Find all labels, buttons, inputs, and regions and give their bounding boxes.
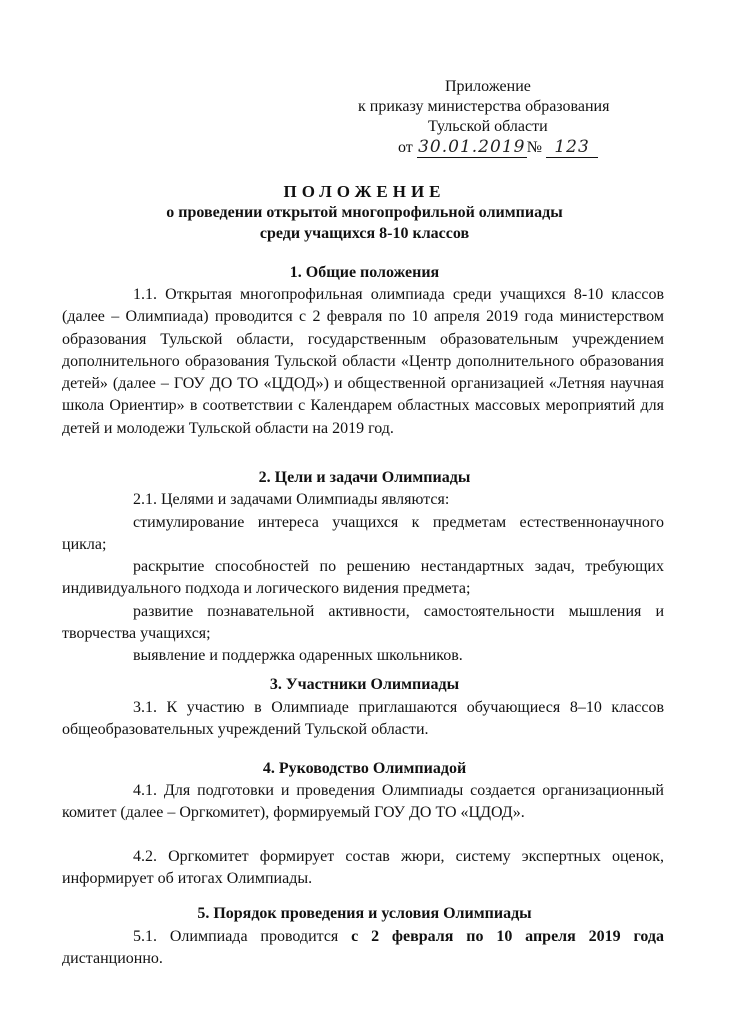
paragraph-5-1	[62, 926, 664, 971]
handwritten-date: 30.01.2019	[418, 137, 526, 157]
paragraph-5-1-dates: с 2 февраля по 10 апреля 2019 года	[351, 928, 665, 945]
paragraph-2-goal-2: раскрытие способностей по решению нестандартных задач, требующих индивидуального подхода и логического видения предмета;	[62, 558, 664, 598]
paragraph-3-1: 3.1. К участию в Олимпиаде приглашаются обучающиеся 8–10 классов общеобразовательных учреждений Тульской области.	[62, 699, 664, 739]
section-4-heading: 4. Руководство Олимпиадой	[262, 760, 467, 777]
number-field	[546, 138, 598, 158]
paragraph-5-1-start: 5.1. Олимпиада проводится	[133, 928, 352, 945]
date-prefix: от	[398, 139, 413, 156]
paragraph-2-goal-4: выявление и поддержка одаренных школьников.	[133, 647, 463, 664]
handwritten-number: 123	[554, 137, 590, 157]
paragraph-2-goal-3: развитие познавательной активности, самостоятельности мышления и творчества учащихся;	[62, 603, 664, 643]
paragraph-1-1: 1.1. Открытая многопрофильная олимпиада среди учащихся 8-10 классов (далее – Олимпиада) проводится с 2 февраля по 10 апреля 2019 года министерством образования Тульской области, государственным образовательным учреждением дополнительного образования Тульской области «Центр дополнительного образования детей» (далее – ГОУ ДО ТО «ЦДОД») и общественной организацией «Летняя научная школа Ориентир» в соответствии с Календарем областных массовых мероприятий для детей и молодежи Тульской области на 2019 год.	[62, 286, 664, 437]
appendix-label: Приложение	[445, 78, 531, 95]
document-subtitle-2: среди учащихся 8-10 классов	[259, 225, 470, 242]
paragraph-5-1-end: дистанционно.	[62, 950, 163, 968]
document-title: ПОЛОЖЕНИЕ	[283, 182, 446, 201]
document-subtitle-1: о проведении открытой многопрофильной олимпиады	[166, 204, 563, 221]
appendix-date-line	[398, 138, 598, 158]
section-3-heading: 3. Участники Олимпиады	[269, 676, 460, 693]
section-1-heading: 1. Общие положения	[289, 264, 440, 281]
paragraph-2-1: 2.1. Целями и задачами Олимпиады являются:	[133, 491, 450, 508]
appendix-order-ref: к приказу министерства образования	[358, 98, 610, 115]
appendix-region: Тульской области	[428, 118, 548, 135]
date-field	[417, 138, 527, 158]
section-2-heading: 2. Цели и задачи Олимпиады	[258, 469, 471, 486]
paragraph-4-2: 4.2. Оргкомитет формирует состав жюри, систему экспертных оценок, информирует об итогах Олимпиады.	[62, 848, 664, 888]
paragraph-2-goal-1: стимулирование интереса учащихся к предметам естественнонаучного цикла;	[62, 514, 664, 554]
paragraph-4-1: 4.1. Для подготовки и проведения Олимпиады создается организационный комитет (далее – Оргкомитет), формируемый ГОУ ДО ТО «ЦДОД».	[62, 782, 664, 822]
section-5-heading: 5. Порядок проведения и условия Олимпиады	[197, 905, 532, 922]
number-sign: №	[526, 139, 543, 156]
